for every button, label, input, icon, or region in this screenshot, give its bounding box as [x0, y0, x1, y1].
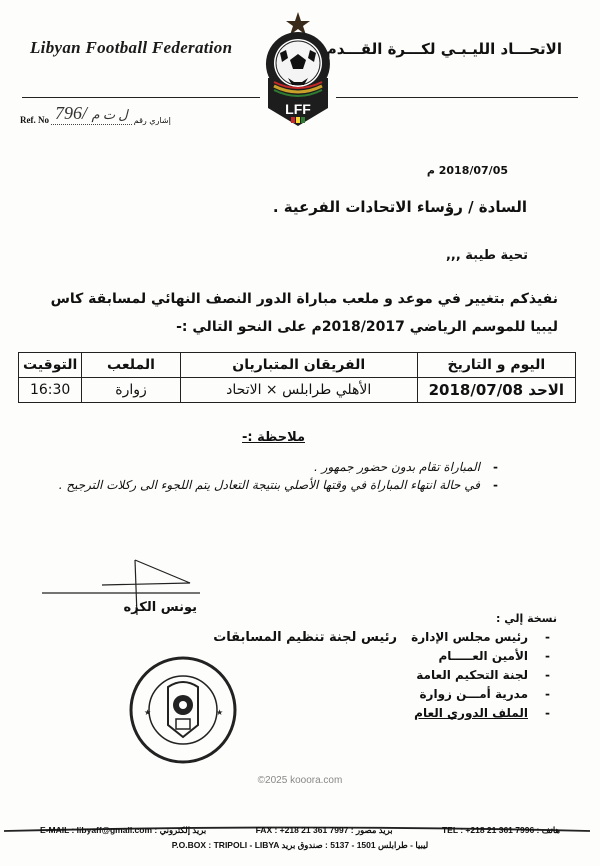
dash-bullet: -: [493, 460, 498, 474]
header-teams: الفريقان المتباريان: [180, 353, 417, 378]
header-day-date: اليوم و التاريخ: [417, 353, 575, 378]
cc-item: [411, 666, 550, 685]
note-text: المباراة تقام بدون حضور جمهور .: [314, 460, 480, 474]
svg-text:LFF: LFF: [285, 101, 311, 117]
signer-name: يونس الكزه: [123, 600, 197, 615]
letter-body: نفيذكم بتغيير في موعد و ملعب مباراة الدور النصف النهائي لمسابقة كاس ليبيا للموسم الرياضي 2018/2017م على النحو التالي :-: [50, 291, 558, 335]
footer-divider: [4, 817, 590, 823]
ref-label-en: Ref. No: [20, 115, 49, 125]
header-time: التوقيت: [19, 353, 82, 378]
cc-text: لجنة التحكيم العامة: [416, 668, 528, 682]
dash-bullet: -: [493, 478, 498, 492]
cc-text: مدرية أمـــن زوارة: [419, 687, 528, 701]
footer-fax: FAX : +218 21 361 7997 : بريد مصور: [255, 825, 393, 835]
header-divider-left: [22, 97, 260, 98]
org-name-arabic: الاتحـــاد الليـبـي لكـــرة القـــدم: [325, 40, 562, 58]
notes-list: [18, 458, 498, 494]
footer-contacts: [40, 825, 560, 836]
ref-label-ar: إشاري رقم: [133, 116, 171, 125]
cc-list: [411, 628, 550, 723]
svg-text:★: ★: [216, 708, 224, 717]
note-item: [18, 476, 498, 494]
header-stadium: الملعب: [82, 353, 181, 378]
dash-bullet: -: [545, 630, 550, 644]
reference-number: [20, 104, 171, 125]
cc-text: الملف الدوري العام: [414, 706, 528, 720]
cc-text: رئيس مجلس الإدارة: [411, 630, 528, 644]
cc-title: نسخة إلي :: [495, 612, 557, 625]
football-crest-icon: [258, 8, 338, 133]
cell-day-date: الاحد 2018/07/08: [417, 378, 575, 403]
ref-prefix: ل ت م: [91, 107, 128, 122]
dash-bullet: -: [545, 649, 550, 663]
cc-item: [411, 685, 550, 704]
note-item: [18, 458, 498, 476]
table-row: [19, 378, 576, 403]
footer-email: E-MAIL : libyaff@gmail.com : بريد إلكتروني: [40, 825, 207, 835]
ref-number-value: [51, 104, 132, 125]
dash-bullet: -: [545, 687, 550, 701]
stamp-seal-icon: [128, 655, 238, 765]
addressee: السادة / رؤساء الاتحادات الفرعية .: [272, 198, 527, 216]
note-text: في حالة انتهاء المباراة في وقتها الأصلي بنتيجة التعادل يتم اللجوء الى ركلات الترجيح .: [58, 478, 480, 492]
cell-stadium: زوارة: [82, 378, 181, 403]
cell-teams: الأهلي طرابلس × الاتحاد: [180, 378, 417, 403]
schedule-table: [18, 352, 576, 403]
signer-title: رئيس لجنة تنظيم المسابقات: [213, 630, 397, 645]
org-name-english: Libyan Football Federation: [30, 38, 233, 57]
cc-item: [411, 704, 550, 723]
svg-text:★: ★: [144, 708, 152, 717]
dash-bullet: -: [545, 668, 550, 682]
footer-pobox: P.O.BOX : TRIPOLI - LIBYA ليبيا - طرابلس 1501 - 5137 : صندوق بريد: [171, 840, 429, 850]
ref-number: 796/: [55, 103, 88, 123]
lff-logo: [258, 8, 338, 133]
table-header-row: [19, 353, 576, 378]
footer-tel: TEL : +218 21 361 7996 : هاتف: [441, 825, 560, 835]
cc-text: الأمين العـــــام: [438, 649, 528, 663]
letter-date: 2018/07/05 م: [426, 164, 508, 177]
dash-bullet: -: [545, 706, 550, 720]
notes-title: ملاحظة :-: [242, 430, 305, 445]
greeting: تحية طيبة ,,,: [445, 248, 528, 263]
cc-item: [411, 647, 550, 666]
cell-time: 16:30: [19, 378, 82, 403]
official-seal: [128, 655, 238, 765]
cc-item: [411, 628, 550, 647]
header-divider-right: [336, 97, 578, 98]
watermark: ©2025 kooora.com: [257, 775, 343, 786]
